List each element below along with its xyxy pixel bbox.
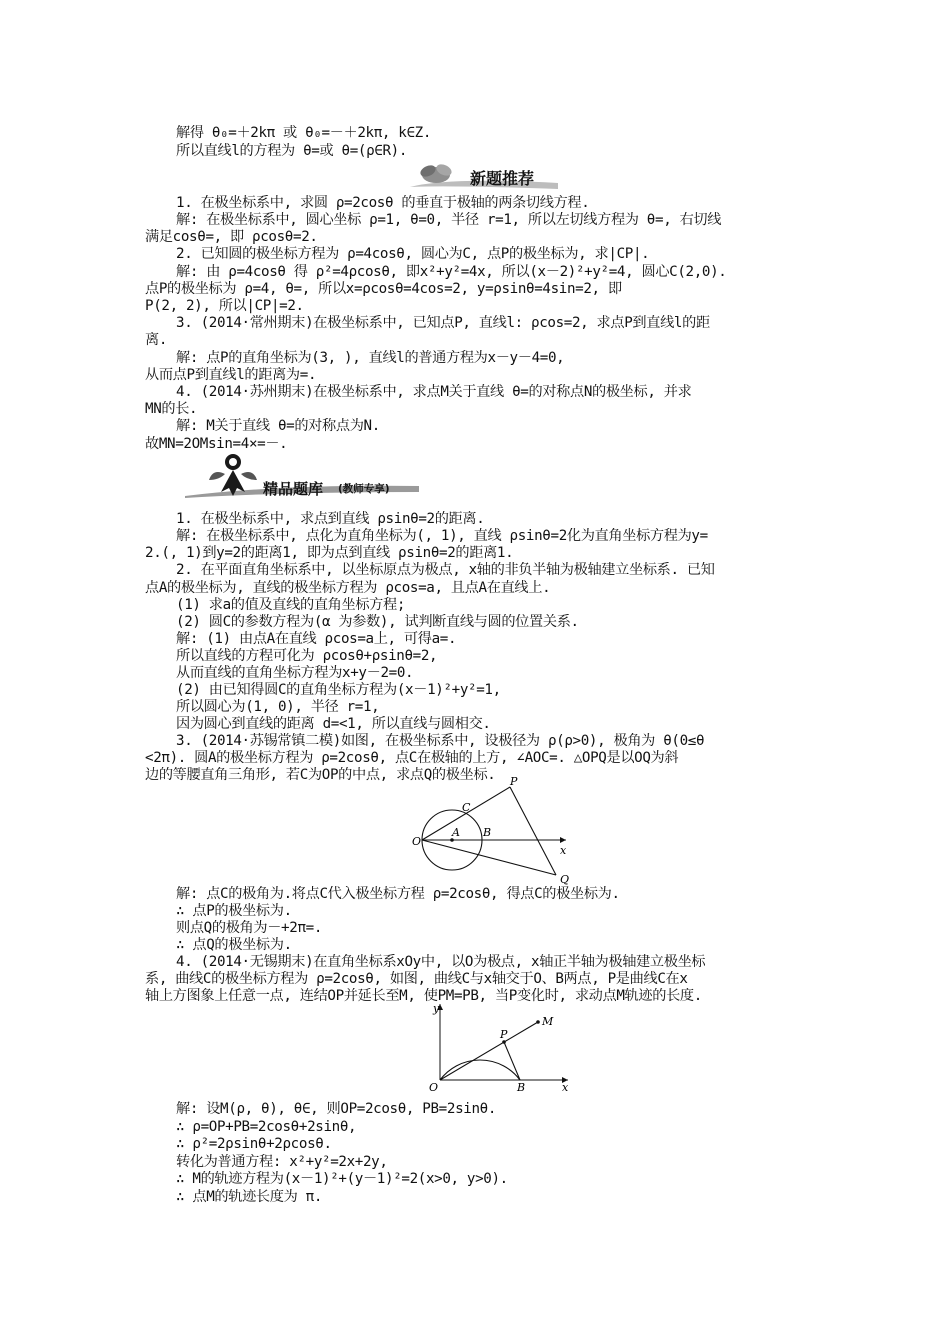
text-line: 2. 已知圆的极坐标方程为 ρ=4cosθ, 圆心为C, 点P的极坐标为, 求|CP|. bbox=[176, 246, 650, 262]
text-line: 解得 θ₀=＋2kπ 或 θ₀=－＋2kπ, k∈Z. bbox=[176, 125, 432, 141]
label-b: B bbox=[517, 1081, 526, 1092]
text-line: 则点Q的极角为－+2π=. bbox=[176, 920, 323, 936]
text-line: 解: M关于直线 θ=的对称点为N. bbox=[176, 418, 380, 434]
text-line: 3. (2014·常州期末)在极坐标系中, 已知点P, 直线l: ρcos=2, 求点P到直线l的距 bbox=[176, 315, 710, 331]
text-line: ∴ ρ=OP+PB=2cosθ+2sinθ, bbox=[176, 1119, 357, 1135]
text-line: 1. 在极坐标系中, 求点到直线 ρsinθ=2的距离. bbox=[176, 511, 485, 527]
label-m: M bbox=[542, 1015, 554, 1028]
text-line: 4. (2014·无锡期末)在直角坐标系xOy中, 以O为极点, x轴正半轴为极轴建立极坐标 bbox=[176, 954, 706, 970]
label-a: A bbox=[452, 826, 460, 839]
text-line: 边的等腰直角三角形, 若C为OP的中点, 求点Q的极坐标. bbox=[145, 767, 496, 783]
new-questions-banner bbox=[408, 163, 568, 191]
text-line: 1. 在极坐标系中, 求圆 ρ=2cosθ 的垂直于极轴的两条切线方程. bbox=[176, 195, 590, 211]
label-c: C bbox=[462, 801, 471, 814]
text-line: <2π). 圆A的极坐标方程为 ρ=2cosθ, 点C在极轴的上方, ∠AOC=. △OPQ是以OQ为斜 bbox=[145, 750, 679, 766]
text-line: 2. 在平面直角坐标系中, 以坐标原点为极点, x轴的非负半轴为极轴建立坐标系. 已知 bbox=[176, 562, 715, 578]
figure-circle-triangle bbox=[410, 775, 580, 885]
text-line: P(2, 2), 所以|CP|=2. bbox=[145, 298, 304, 314]
text-line: 满足cosθ=, 即 ρcosθ=2. bbox=[145, 229, 318, 245]
banner-subtitle: (教师专享) bbox=[338, 483, 390, 495]
label-y: y bbox=[433, 1002, 440, 1015]
text-line: ∴ 点Q的极坐标为. bbox=[176, 937, 292, 953]
text-line: 解: 在极坐标系中, 点化为直角坐标为(, 1), 直线 ρsinθ=2化为直角坐标方程为y= bbox=[176, 528, 708, 544]
text-line: ∴ 点P的极坐标为. bbox=[176, 903, 292, 919]
label-q: Q bbox=[560, 873, 570, 885]
text-line: 3. (2014·苏锡常镇二模)如图, 在极坐标系中, 设极径为 ρ(ρ>0), 极角为 θ(0≤θ bbox=[176, 733, 705, 749]
text-line: 故MN=2OMsin=4×=－. bbox=[145, 436, 288, 452]
text-line: 从而点P到直线l的距离为=. bbox=[145, 367, 317, 383]
text-line: (1) 求a的值及直线的直角坐标方程; bbox=[176, 597, 406, 613]
label-o: O bbox=[412, 835, 422, 848]
text-line: 所以直线l的方程为 θ=或 θ=(ρ∈R). bbox=[176, 143, 408, 159]
banner-title: 新题推荐 bbox=[470, 169, 535, 188]
text-line: 解: 由 ρ=4cosθ 得 ρ²=4ρcosθ, 即x²+y²=4x, 所以(x－2)²+y²=4, 圆心C(2,0). bbox=[176, 264, 727, 280]
label-p: P bbox=[500, 1028, 508, 1041]
text-line: 解: 点C的极角为.将点C代入极坐标方程 ρ=2cosθ, 得点C的极坐标为. bbox=[176, 886, 620, 902]
text-line: 系, 曲线C的极坐标方程为 ρ=2cosθ, 如图, 曲线C与x轴交于O、B两点, P是曲线C在x bbox=[145, 971, 688, 987]
text-line: 因为圆心到直线的距离 d=<1, 所以直线与圆相交. bbox=[176, 716, 491, 732]
text-line: MN的长. bbox=[145, 401, 198, 417]
text-line: 解: 在极坐标系中, 圆心坐标 ρ=1, θ=0, 半径 r=1, 所以左切线方程为 θ=, 右切线 bbox=[176, 212, 722, 228]
text-line: 所以圆心为(1, 0), 半径 r=1, bbox=[176, 699, 380, 715]
banner-title: 精品题库 bbox=[263, 480, 324, 498]
text-line: 点P的极坐标为 ρ=4, θ=, 所以x=ρcosθ=4cos=2, y=ρsinθ=4sin=2, 即 bbox=[145, 281, 622, 297]
text-line: 离. bbox=[145, 332, 168, 348]
text-line: 4. (2014·苏州期末)在极坐标系中, 求点M关于直线 θ=的对称点N的极坐标, 并求 bbox=[176, 384, 692, 400]
label-x: x bbox=[560, 844, 567, 857]
text-line: ∴ 点M的轨迹长度为 π. bbox=[176, 1189, 323, 1205]
premium-library-banner bbox=[183, 450, 443, 502]
label-x: x bbox=[562, 1081, 569, 1092]
text-line: 2.(, 1)到y=2的距离1, 即为点到直线 ρsinθ=2的距离1. bbox=[145, 545, 514, 561]
text-line: 所以直线的方程可化为 ρcosθ+ρsinθ=2, bbox=[176, 648, 438, 664]
label-o: O bbox=[429, 1081, 439, 1092]
text-line: (2) 圆C的参数方程为(α 为参数), 试判断直线与圆的位置关系. bbox=[176, 614, 579, 630]
label-b: B bbox=[483, 826, 492, 839]
label-p: P bbox=[510, 775, 518, 788]
text-line: 转化为普通方程: x²+y²=2x+2y, bbox=[176, 1154, 388, 1170]
text-line: 解: (1) 由点A在直线 ρcos=a上, 可得a=. bbox=[176, 631, 457, 647]
text-line: (2) 由已知得圆C的直角坐标方程为(x－1)²+y²=1, bbox=[176, 682, 501, 698]
figure-semicircle-trajectory bbox=[420, 1000, 580, 1092]
text-line: 解: 设M(ρ, θ), θ∈, 则OP=2cosθ, PB=2sinθ. bbox=[176, 1101, 497, 1117]
text-line: 从而直线的直角坐标方程为x+y－2=0. bbox=[176, 665, 414, 681]
text-line: 轴上方图象上任意一点, 连结OP并延长至M, 使PM=PB, 当P变化时, 求动点M轨迹的长度. bbox=[145, 988, 702, 1004]
text-line: 点A的极坐标为, 直线的极坐标方程为 ρcos=a, 且点A在直线上. bbox=[145, 580, 551, 596]
text-line: ∴ ρ²=2ρsinθ+2ρcosθ. bbox=[176, 1136, 332, 1152]
text-line: 解: 点P的直角坐标为(3, ), 直线l的普通方程为x－y－4=0, bbox=[176, 350, 565, 366]
text-line: ∴ M的轨迹方程为(x－1)²+(y－1)²=2(x>0, y>0). bbox=[176, 1171, 508, 1187]
